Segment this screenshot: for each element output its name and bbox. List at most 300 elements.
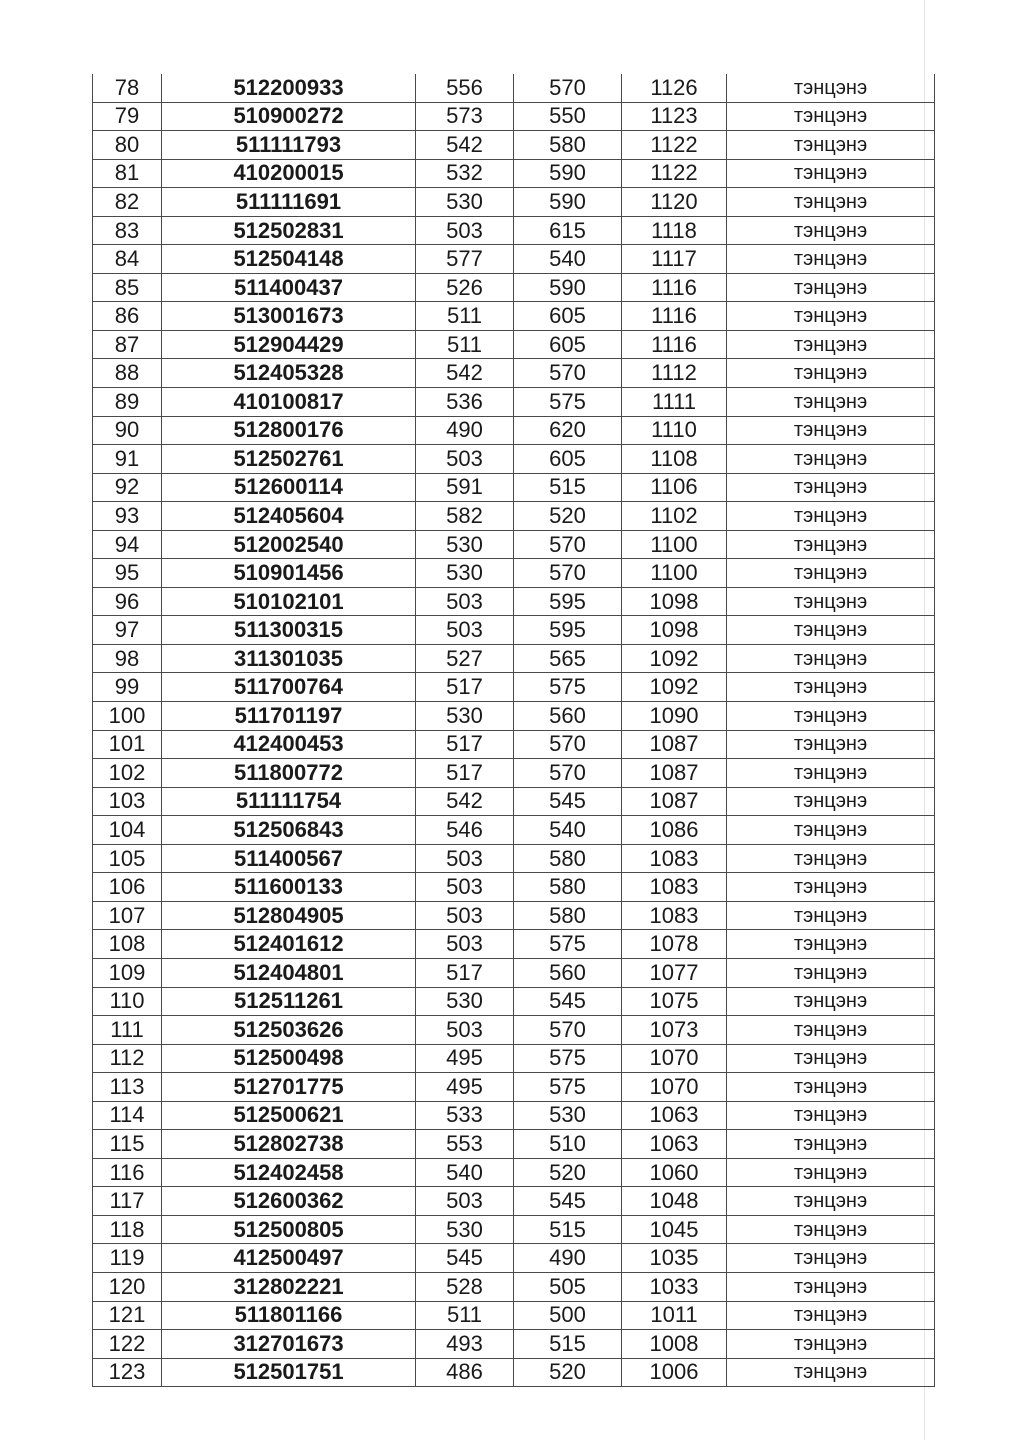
table-row xyxy=(93,1130,935,1159)
score-1-cell: 503 xyxy=(416,901,514,930)
score-2-cell: 515 xyxy=(514,1215,622,1244)
student-id-cell: 511111691 xyxy=(162,188,416,217)
row-number-cell: 112 xyxy=(93,1044,162,1073)
results-table-body xyxy=(93,74,935,1387)
student-id-cell: 512405328 xyxy=(162,359,416,388)
score-1-cell: 517 xyxy=(416,730,514,759)
table-row xyxy=(93,673,935,702)
status-cell: тэнцэнэ xyxy=(727,759,935,788)
status-cell: тэнцэнэ xyxy=(727,587,935,616)
total-score-cell: 1116 xyxy=(622,330,727,359)
student-id-cell: 512504148 xyxy=(162,245,416,274)
score-2-cell: 575 xyxy=(514,930,622,959)
student-id-cell: 512503626 xyxy=(162,1016,416,1045)
score-1-cell: 511 xyxy=(416,1301,514,1330)
score-1-cell: 577 xyxy=(416,245,514,274)
total-score-cell: 1110 xyxy=(622,416,727,445)
status-cell: тэнцэнэ xyxy=(727,730,935,759)
score-1-cell: 517 xyxy=(416,673,514,702)
status-cell: тэнцэнэ xyxy=(727,74,935,102)
table-row xyxy=(93,359,935,388)
score-1-cell: 527 xyxy=(416,644,514,673)
total-score-cell: 1102 xyxy=(622,502,727,531)
row-number-cell: 98 xyxy=(93,644,162,673)
total-score-cell: 1116 xyxy=(622,273,727,302)
score-1-cell: 545 xyxy=(416,1244,514,1273)
row-number-cell: 109 xyxy=(93,958,162,987)
score-1-cell: 530 xyxy=(416,559,514,588)
total-score-cell: 1033 xyxy=(622,1272,727,1301)
total-score-cell: 1006 xyxy=(622,1358,727,1387)
table-row xyxy=(93,901,935,930)
total-score-cell: 1120 xyxy=(622,188,727,217)
score-1-cell: 503 xyxy=(416,587,514,616)
total-score-cell: 1122 xyxy=(622,131,727,160)
score-1-cell: 530 xyxy=(416,1215,514,1244)
row-number-cell: 110 xyxy=(93,987,162,1016)
row-number-cell: 121 xyxy=(93,1301,162,1330)
student-id-cell: 512506843 xyxy=(162,816,416,845)
status-cell: тэнцэнэ xyxy=(727,1358,935,1387)
score-2-cell: 615 xyxy=(514,216,622,245)
total-score-cell: 1092 xyxy=(622,673,727,702)
status-cell: тэнцэнэ xyxy=(727,273,935,302)
total-score-cell: 1106 xyxy=(622,473,727,502)
student-id-cell: 512502831 xyxy=(162,216,416,245)
score-2-cell: 620 xyxy=(514,416,622,445)
score-1-cell: 517 xyxy=(416,759,514,788)
score-1-cell: 542 xyxy=(416,131,514,160)
total-score-cell: 1118 xyxy=(622,216,727,245)
score-1-cell: 526 xyxy=(416,273,514,302)
status-cell: тэнцэнэ xyxy=(727,616,935,645)
total-score-cell: 1045 xyxy=(622,1215,727,1244)
table-row xyxy=(93,1073,935,1102)
score-1-cell: 556 xyxy=(416,74,514,102)
score-1-cell: 495 xyxy=(416,1073,514,1102)
row-number-cell: 87 xyxy=(93,330,162,359)
row-number-cell: 104 xyxy=(93,816,162,845)
row-number-cell: 106 xyxy=(93,873,162,902)
table-row xyxy=(93,559,935,588)
status-cell: тэнцэнэ xyxy=(727,702,935,731)
score-1-cell: 542 xyxy=(416,787,514,816)
score-1-cell: 503 xyxy=(416,873,514,902)
score-2-cell: 595 xyxy=(514,616,622,645)
student-id-cell: 511700764 xyxy=(162,673,416,702)
row-number-cell: 95 xyxy=(93,559,162,588)
score-2-cell: 570 xyxy=(514,359,622,388)
total-score-cell: 1116 xyxy=(622,302,727,331)
row-number-cell: 115 xyxy=(93,1130,162,1159)
row-number-cell: 85 xyxy=(93,273,162,302)
score-2-cell: 605 xyxy=(514,302,622,331)
status-cell: тэнцэнэ xyxy=(727,1187,935,1216)
score-1-cell: 503 xyxy=(416,844,514,873)
row-number-cell: 113 xyxy=(93,1073,162,1102)
status-cell: тэнцэнэ xyxy=(727,245,935,274)
table-row xyxy=(93,159,935,188)
student-id-cell: 410200015 xyxy=(162,159,416,188)
row-number-cell: 100 xyxy=(93,702,162,731)
student-id-cell: 412400453 xyxy=(162,730,416,759)
student-id-cell: 512402458 xyxy=(162,1158,416,1187)
status-cell: тэнцэнэ xyxy=(727,330,935,359)
score-1-cell: 530 xyxy=(416,702,514,731)
total-score-cell: 1100 xyxy=(622,530,727,559)
total-score-cell: 1077 xyxy=(622,958,727,987)
row-number-cell: 114 xyxy=(93,1101,162,1130)
status-cell: тэнцэнэ xyxy=(727,816,935,845)
student-id-cell: 512600114 xyxy=(162,473,416,502)
score-1-cell: 490 xyxy=(416,416,514,445)
score-2-cell: 545 xyxy=(514,787,622,816)
student-id-cell: 312701673 xyxy=(162,1330,416,1359)
table-row xyxy=(93,1272,935,1301)
table-row xyxy=(93,1016,935,1045)
status-cell: тэнцэнэ xyxy=(727,873,935,902)
score-2-cell: 490 xyxy=(514,1244,622,1273)
row-number-cell: 92 xyxy=(93,473,162,502)
score-1-cell: 530 xyxy=(416,530,514,559)
score-2-cell: 500 xyxy=(514,1301,622,1330)
status-cell: тэнцэнэ xyxy=(727,1330,935,1359)
status-cell: тэнцэнэ xyxy=(727,1130,935,1159)
student-id-cell: 510901456 xyxy=(162,559,416,588)
score-2-cell: 540 xyxy=(514,816,622,845)
table-row xyxy=(93,873,935,902)
table-row xyxy=(93,302,935,331)
total-score-cell: 1090 xyxy=(622,702,727,731)
score-1-cell: 495 xyxy=(416,1044,514,1073)
status-cell: тэнцэнэ xyxy=(727,131,935,160)
status-cell: тэнцэнэ xyxy=(727,844,935,873)
total-score-cell: 1086 xyxy=(622,816,727,845)
student-id-cell: 511801166 xyxy=(162,1301,416,1330)
row-number-cell: 102 xyxy=(93,759,162,788)
table-row xyxy=(93,616,935,645)
score-2-cell: 605 xyxy=(514,445,622,474)
row-number-cell: 116 xyxy=(93,1158,162,1187)
total-score-cell: 1063 xyxy=(622,1101,727,1130)
score-1-cell: 530 xyxy=(416,188,514,217)
total-score-cell: 1075 xyxy=(622,987,727,1016)
score-2-cell: 580 xyxy=(514,844,622,873)
score-2-cell: 570 xyxy=(514,74,622,102)
score-2-cell: 545 xyxy=(514,987,622,1016)
status-cell: тэнцэнэ xyxy=(727,359,935,388)
total-score-cell: 1078 xyxy=(622,930,727,959)
table-row xyxy=(93,930,935,959)
row-number-cell: 117 xyxy=(93,1187,162,1216)
table-row xyxy=(93,787,935,816)
total-score-cell: 1048 xyxy=(622,1187,727,1216)
student-id-cell: 311301035 xyxy=(162,644,416,673)
score-1-cell: 530 xyxy=(416,987,514,1016)
student-id-cell: 512500805 xyxy=(162,1215,416,1244)
total-score-cell: 1098 xyxy=(622,616,727,645)
table-row xyxy=(93,1187,935,1216)
table-row xyxy=(93,388,935,417)
table-row xyxy=(93,245,935,274)
status-cell: тэнцэнэ xyxy=(727,1272,935,1301)
row-number-cell: 83 xyxy=(93,216,162,245)
row-number-cell: 79 xyxy=(93,102,162,131)
score-1-cell: 503 xyxy=(416,1187,514,1216)
table-row xyxy=(93,74,935,102)
status-cell: тэнцэнэ xyxy=(727,216,935,245)
total-score-cell: 1123 xyxy=(622,102,727,131)
score-1-cell: 582 xyxy=(416,502,514,531)
score-1-cell: 503 xyxy=(416,216,514,245)
score-2-cell: 580 xyxy=(514,131,622,160)
score-2-cell: 590 xyxy=(514,159,622,188)
total-score-cell: 1083 xyxy=(622,873,727,902)
total-score-cell: 1087 xyxy=(622,759,727,788)
student-id-cell: 512200933 xyxy=(162,74,416,102)
row-number-cell: 82 xyxy=(93,188,162,217)
student-id-cell: 511800772 xyxy=(162,759,416,788)
table-row xyxy=(93,1044,935,1073)
row-number-cell: 84 xyxy=(93,245,162,274)
status-cell: тэнцэнэ xyxy=(727,787,935,816)
student-id-cell: 410100817 xyxy=(162,388,416,417)
status-cell: тэнцэнэ xyxy=(727,473,935,502)
status-cell: тэнцэнэ xyxy=(727,901,935,930)
score-2-cell: 560 xyxy=(514,702,622,731)
score-2-cell: 515 xyxy=(514,1330,622,1359)
score-1-cell: 573 xyxy=(416,102,514,131)
status-cell: тэнцэнэ xyxy=(727,445,935,474)
table-row xyxy=(93,445,935,474)
table-row xyxy=(93,987,935,1016)
status-cell: тэнцэнэ xyxy=(727,958,935,987)
status-cell: тэнцэнэ xyxy=(727,1044,935,1073)
table-row xyxy=(93,102,935,131)
student-id-cell: 511400567 xyxy=(162,844,416,873)
row-number-cell: 94 xyxy=(93,530,162,559)
score-2-cell: 580 xyxy=(514,873,622,902)
total-score-cell: 1112 xyxy=(622,359,727,388)
row-number-cell: 81 xyxy=(93,159,162,188)
score-1-cell: 503 xyxy=(416,930,514,959)
student-id-cell: 511111754 xyxy=(162,787,416,816)
score-1-cell: 542 xyxy=(416,359,514,388)
student-id-cell: 512904429 xyxy=(162,330,416,359)
table-row xyxy=(93,330,935,359)
table-row xyxy=(93,131,935,160)
results-table xyxy=(92,74,935,1387)
total-score-cell: 1008 xyxy=(622,1330,727,1359)
status-cell: тэнцэнэ xyxy=(727,388,935,417)
total-score-cell: 1083 xyxy=(622,844,727,873)
score-1-cell: 546 xyxy=(416,816,514,845)
student-id-cell: 412500497 xyxy=(162,1244,416,1273)
table-row xyxy=(93,759,935,788)
table-row xyxy=(93,216,935,245)
score-2-cell: 570 xyxy=(514,759,622,788)
student-id-cell: 510900272 xyxy=(162,102,416,131)
score-2-cell: 520 xyxy=(514,1158,622,1187)
total-score-cell: 1035 xyxy=(622,1244,727,1273)
row-number-cell: 86 xyxy=(93,302,162,331)
status-cell: тэнцэнэ xyxy=(727,673,935,702)
status-cell: тэнцэнэ xyxy=(727,188,935,217)
table-row xyxy=(93,530,935,559)
student-id-cell: 513001673 xyxy=(162,302,416,331)
total-score-cell: 1087 xyxy=(622,787,727,816)
row-number-cell: 122 xyxy=(93,1330,162,1359)
score-1-cell: 517 xyxy=(416,958,514,987)
status-cell: тэнцэнэ xyxy=(727,1101,935,1130)
student-id-cell: 511111793 xyxy=(162,131,416,160)
row-number-cell: 103 xyxy=(93,787,162,816)
score-1-cell: 591 xyxy=(416,473,514,502)
score-2-cell: 575 xyxy=(514,388,622,417)
student-id-cell: 512405604 xyxy=(162,502,416,531)
total-score-cell: 1060 xyxy=(622,1158,727,1187)
row-number-cell: 105 xyxy=(93,844,162,873)
score-1-cell: 511 xyxy=(416,302,514,331)
student-id-cell: 512600362 xyxy=(162,1187,416,1216)
score-1-cell: 503 xyxy=(416,445,514,474)
status-cell: тэнцэнэ xyxy=(727,302,935,331)
status-cell: тэнцэнэ xyxy=(727,930,935,959)
table-row xyxy=(93,273,935,302)
total-score-cell: 1092 xyxy=(622,644,727,673)
table-row xyxy=(93,587,935,616)
status-cell: тэнцэнэ xyxy=(727,530,935,559)
status-cell: тэнцэнэ xyxy=(727,644,935,673)
score-2-cell: 590 xyxy=(514,188,622,217)
student-id-cell: 312802221 xyxy=(162,1272,416,1301)
row-number-cell: 89 xyxy=(93,388,162,417)
score-1-cell: 493 xyxy=(416,1330,514,1359)
score-2-cell: 550 xyxy=(514,102,622,131)
total-score-cell: 1070 xyxy=(622,1044,727,1073)
student-id-cell: 512502761 xyxy=(162,445,416,474)
score-2-cell: 520 xyxy=(514,1358,622,1387)
row-number-cell: 111 xyxy=(93,1016,162,1045)
score-1-cell: 533 xyxy=(416,1101,514,1130)
score-2-cell: 575 xyxy=(514,1073,622,1102)
status-cell: тэнцэнэ xyxy=(727,1016,935,1045)
total-score-cell: 1111 xyxy=(622,388,727,417)
score-2-cell: 510 xyxy=(514,1130,622,1159)
student-id-cell: 512802738 xyxy=(162,1130,416,1159)
table-row xyxy=(93,1158,935,1187)
status-cell: тэнцэнэ xyxy=(727,1073,935,1102)
score-1-cell: 511 xyxy=(416,330,514,359)
table-row xyxy=(93,1301,935,1330)
total-score-cell: 1073 xyxy=(622,1016,727,1045)
student-id-cell: 512500621 xyxy=(162,1101,416,1130)
row-number-cell: 96 xyxy=(93,587,162,616)
score-2-cell: 570 xyxy=(514,1016,622,1045)
table-row xyxy=(93,958,935,987)
student-id-cell: 511701197 xyxy=(162,702,416,731)
student-id-cell: 512501751 xyxy=(162,1358,416,1387)
student-id-cell: 512401612 xyxy=(162,930,416,959)
total-score-cell: 1087 xyxy=(622,730,727,759)
student-id-cell: 512701775 xyxy=(162,1073,416,1102)
table-row xyxy=(93,844,935,873)
table-row xyxy=(93,416,935,445)
status-cell: тэнцэнэ xyxy=(727,1158,935,1187)
score-2-cell: 575 xyxy=(514,1044,622,1073)
row-number-cell: 90 xyxy=(93,416,162,445)
row-number-cell: 78 xyxy=(93,74,162,102)
table-row xyxy=(93,1244,935,1273)
total-score-cell: 1083 xyxy=(622,901,727,930)
table-row xyxy=(93,1358,935,1387)
score-2-cell: 565 xyxy=(514,644,622,673)
score-1-cell: 540 xyxy=(416,1158,514,1187)
total-score-cell: 1063 xyxy=(622,1130,727,1159)
score-1-cell: 532 xyxy=(416,159,514,188)
score-1-cell: 503 xyxy=(416,616,514,645)
status-cell: тэнцэнэ xyxy=(727,1244,935,1273)
student-id-cell: 511300315 xyxy=(162,616,416,645)
student-id-cell: 510102101 xyxy=(162,587,416,616)
status-cell: тэнцэнэ xyxy=(727,502,935,531)
student-id-cell: 512404801 xyxy=(162,958,416,987)
score-2-cell: 590 xyxy=(514,273,622,302)
row-number-cell: 88 xyxy=(93,359,162,388)
score-2-cell: 605 xyxy=(514,330,622,359)
score-2-cell: 570 xyxy=(514,730,622,759)
table-row xyxy=(93,502,935,531)
total-score-cell: 1070 xyxy=(622,1073,727,1102)
table-row xyxy=(93,1215,935,1244)
table-row xyxy=(93,1330,935,1359)
score-2-cell: 530 xyxy=(514,1101,622,1130)
student-id-cell: 511600133 xyxy=(162,873,416,902)
total-score-cell: 1108 xyxy=(622,445,727,474)
row-number-cell: 101 xyxy=(93,730,162,759)
row-number-cell: 107 xyxy=(93,901,162,930)
status-cell: тэнцэнэ xyxy=(727,416,935,445)
student-id-cell: 512804905 xyxy=(162,901,416,930)
total-score-cell: 1100 xyxy=(622,559,727,588)
total-score-cell: 1126 xyxy=(622,74,727,102)
status-cell: тэнцэнэ xyxy=(727,987,935,1016)
status-cell: тэнцэнэ xyxy=(727,102,935,131)
row-number-cell: 93 xyxy=(93,502,162,531)
student-id-cell: 512002540 xyxy=(162,530,416,559)
score-2-cell: 570 xyxy=(514,530,622,559)
table-row xyxy=(93,702,935,731)
student-id-cell: 512500498 xyxy=(162,1044,416,1073)
score-2-cell: 570 xyxy=(514,559,622,588)
table-row xyxy=(93,816,935,845)
total-score-cell: 1011 xyxy=(622,1301,727,1330)
table-row xyxy=(93,1101,935,1130)
row-number-cell: 91 xyxy=(93,445,162,474)
score-2-cell: 540 xyxy=(514,245,622,274)
row-number-cell: 118 xyxy=(93,1215,162,1244)
score-1-cell: 503 xyxy=(416,1016,514,1045)
student-id-cell: 512511261 xyxy=(162,987,416,1016)
row-number-cell: 97 xyxy=(93,616,162,645)
table-row xyxy=(93,730,935,759)
table-row xyxy=(93,188,935,217)
student-id-cell: 512800176 xyxy=(162,416,416,445)
score-1-cell: 528 xyxy=(416,1272,514,1301)
score-2-cell: 505 xyxy=(514,1272,622,1301)
student-id-cell: 511400437 xyxy=(162,273,416,302)
score-2-cell: 545 xyxy=(514,1187,622,1216)
